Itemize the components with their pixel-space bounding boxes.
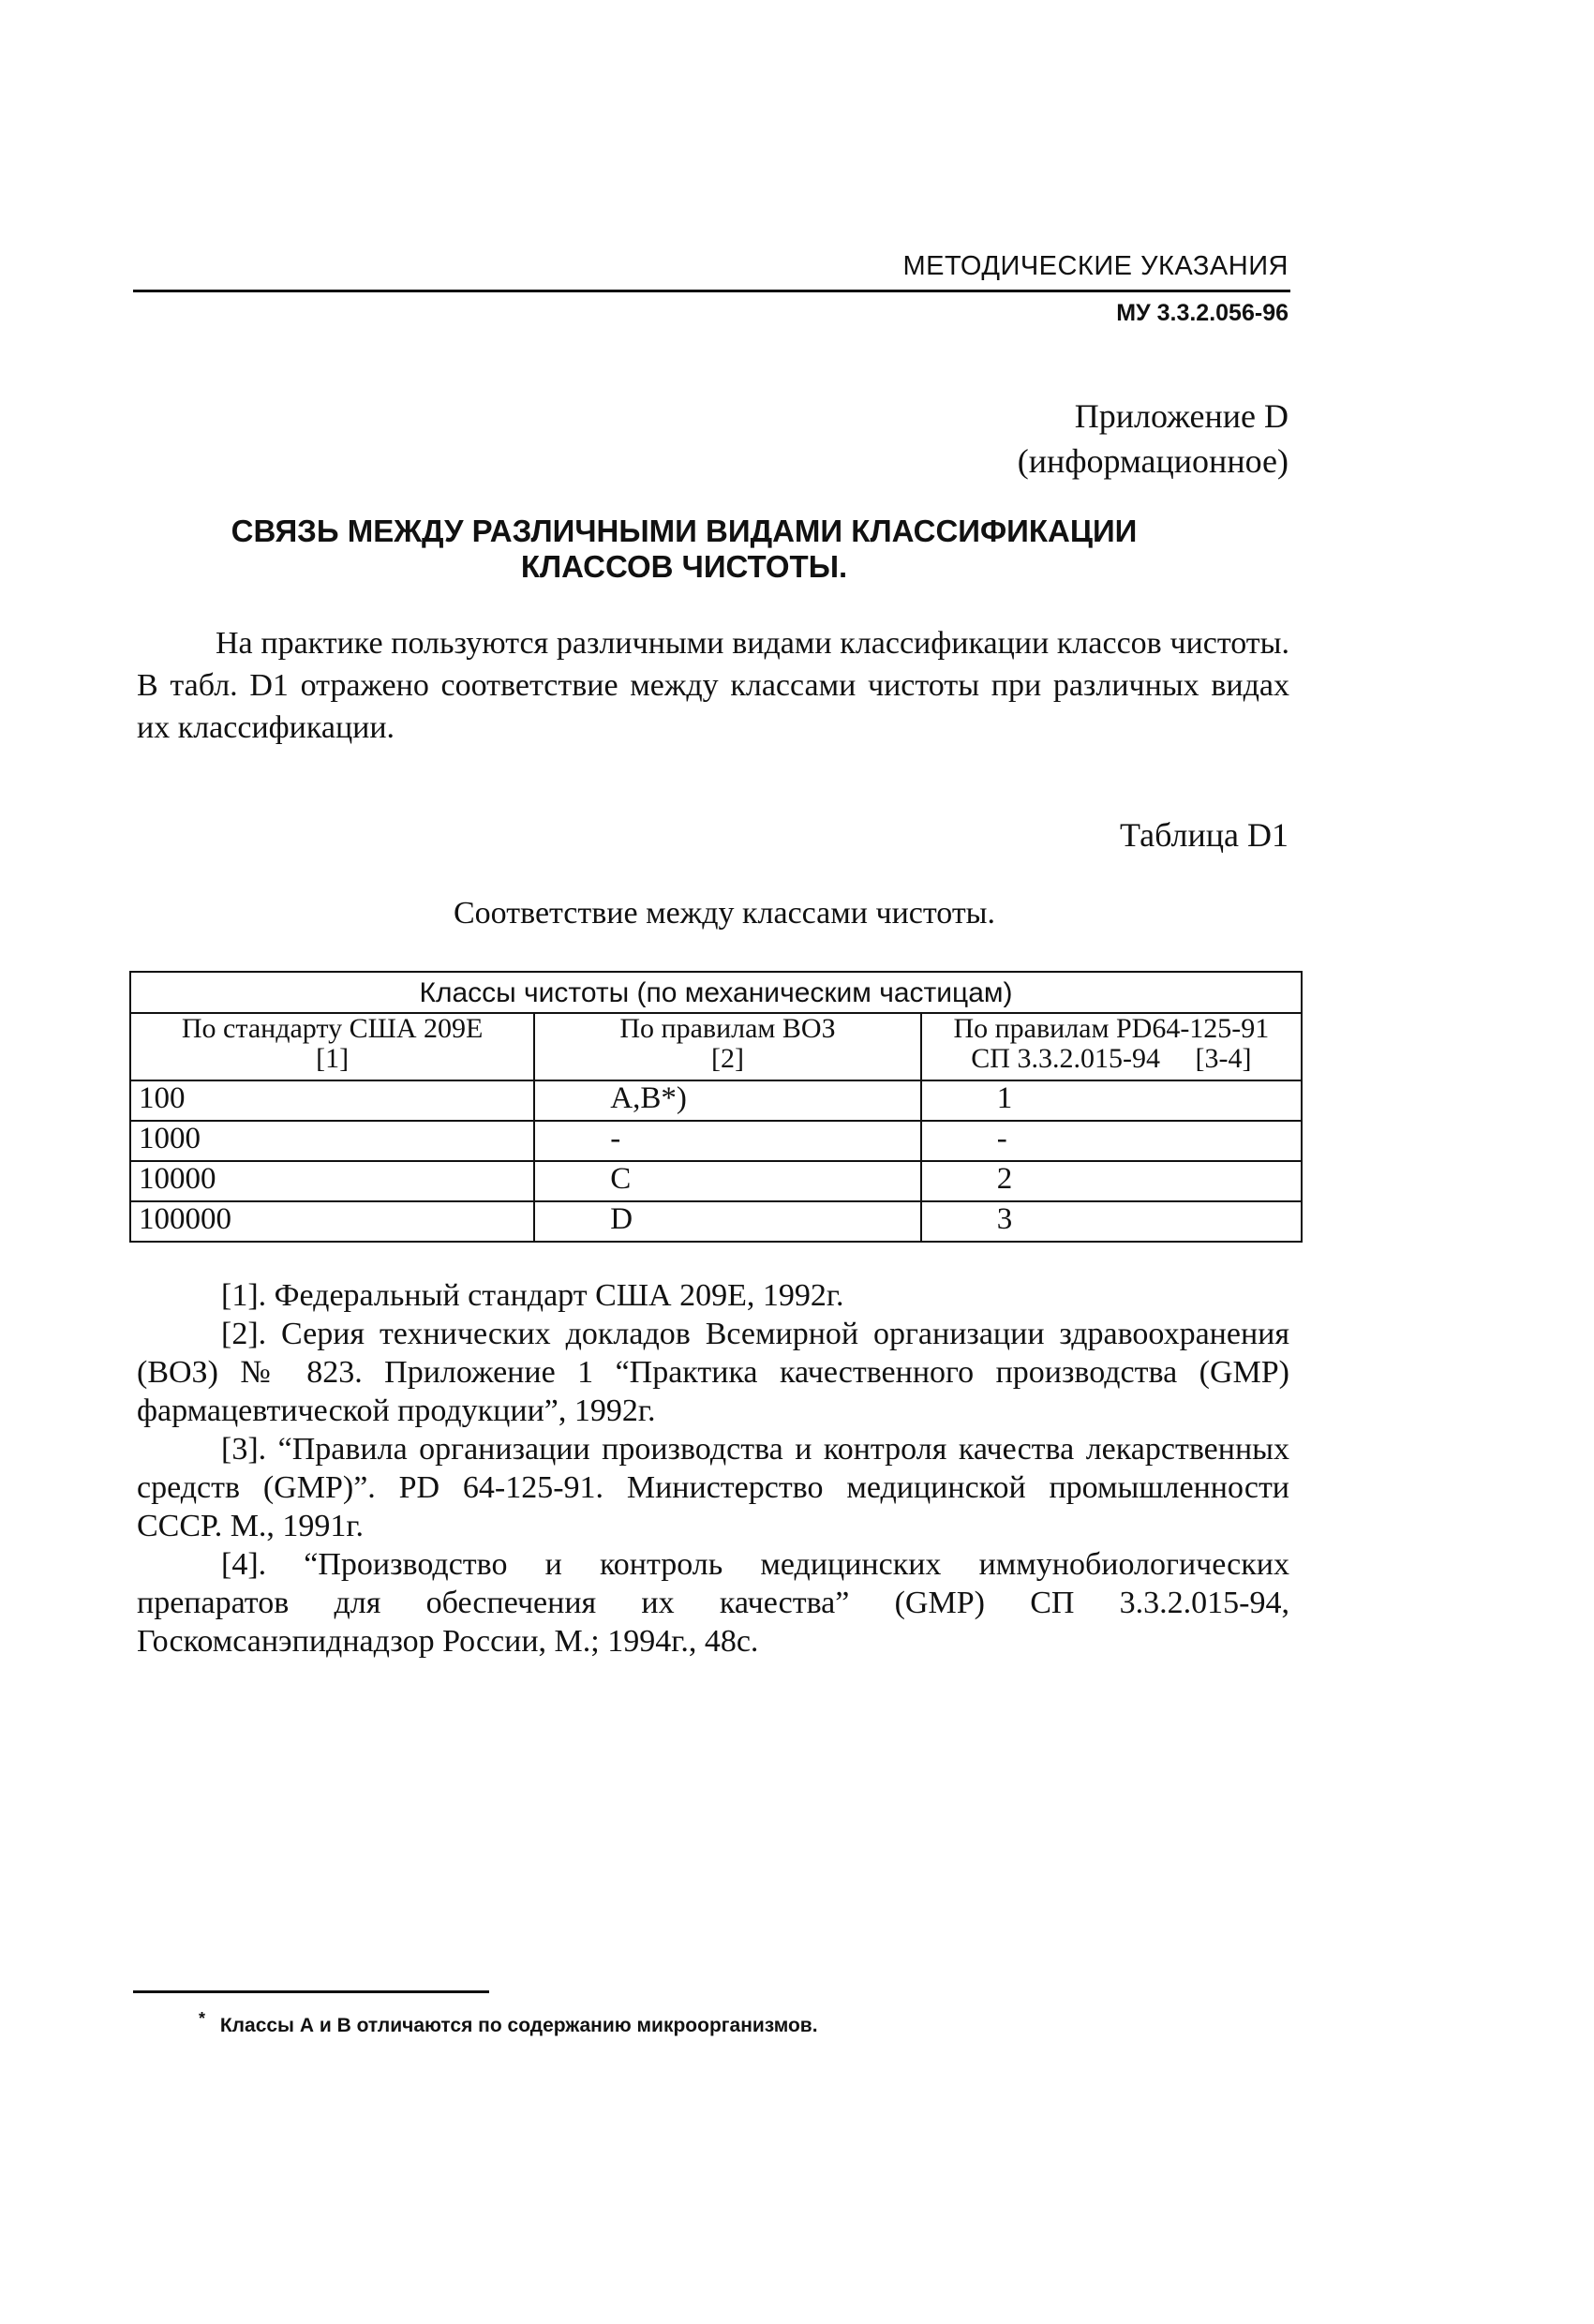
column-header-ref: [2] — [711, 1043, 744, 1074]
references-list — [137, 1276, 1289, 1661]
header-rule — [133, 290, 1290, 292]
table-cell: D — [534, 1201, 921, 1242]
page-title-line2: КЛАССОВ ЧИСТОТЫ. — [520, 549, 848, 584]
cleanliness-class-table — [129, 971, 1303, 1243]
column-header-pd — [921, 1013, 1302, 1080]
table-group-header: Классы чистоты (по механическим частицам) — [130, 972, 1302, 1013]
table-label: Таблица D1 — [1120, 816, 1289, 854]
table-cell: - — [534, 1121, 921, 1161]
reference-item: [2]. Серия технических докладов Всемирной организации здравоохранения (ВОЗ) № 823. Приложение 1 “Практика качественного производства (GMP) фармацевтической продукции”, 1992г. — [137, 1317, 1289, 1428]
footnote-text: Классы А и В отличаются по содержанию микроорганизмов. — [219, 2015, 818, 2036]
table-row — [130, 1121, 1302, 1161]
table-cell: A,B*) — [534, 1080, 921, 1121]
table-cell: 2 — [921, 1161, 1302, 1201]
table-cell: 100000 — [130, 1201, 534, 1242]
intro-text: На практике пользуются различными видами классификации классов чистоты. В табл. D1 отражено соответствие между классами чистоты при различных видах их классификации. — [137, 626, 1289, 745]
page-title — [169, 514, 1199, 585]
table-row — [130, 1161, 1302, 1201]
column-header-text: По правилам PD64-125-91 — [953, 1013, 1270, 1044]
reference-item: [3]. “Правила организации производства и контроля качества лекарственных средств (GMP)”. PD 64-125-91. Министерство медицинской промышленности СССР. М., 1991г. — [137, 1432, 1289, 1543]
table-caption: Соответствие между классами чистоты. — [454, 896, 996, 931]
table-cell: 1000 — [130, 1121, 534, 1161]
document-series-title: МЕТОДИЧЕСКИЕ УКАЗАНИЯ — [902, 251, 1289, 281]
table-row — [130, 1080, 1302, 1121]
page-title-line1: СВЯЗЬ МЕЖДУ РАЗЛИЧНЫМИ ВИДАМИ КЛАССИФИКАЦИИ — [231, 514, 1138, 548]
column-header-ref: СП 3.3.2.015-94 [3-4] — [971, 1043, 1252, 1074]
table-cell: - — [921, 1121, 1302, 1161]
table-cell: 3 — [921, 1201, 1302, 1242]
appendix-label — [1018, 394, 1289, 484]
footnote-marker: * — [199, 2009, 206, 2028]
table-cell: 100 — [130, 1080, 534, 1121]
reference-item: [4]. “Производство и контроль медицинских иммунобиологических препаратов для обеспечения их качества” (GMP) СП 3.3.2.015-94, Госкомсанэпиднадзор России, М.; 1994г., 48с. — [137, 1547, 1289, 1659]
table-row — [130, 1201, 1302, 1242]
table-cell: 10000 — [130, 1161, 534, 1201]
column-header-text: По правилам ВОЗ — [619, 1013, 836, 1044]
intro-paragraph — [137, 622, 1289, 749]
column-header-text: По стандарту США 209Е — [181, 1013, 484, 1044]
footnote — [199, 2009, 818, 2037]
document-code: МУ 3.3.2.056-96 — [1116, 300, 1289, 326]
appendix-line2: (информационное) — [1017, 442, 1289, 480]
appendix-line1: Приложение D — [1074, 397, 1289, 435]
column-header-us-standard — [130, 1013, 534, 1080]
table-cell: 1 — [921, 1080, 1302, 1121]
table-cell: C — [534, 1161, 921, 1201]
table-column-header-row — [130, 1013, 1302, 1080]
column-header-who — [534, 1013, 921, 1080]
table-group-header-row — [130, 972, 1302, 1013]
footnote-rule — [133, 1990, 489, 1993]
reference-item: [1]. Федеральный стандарт США 209Е, 1992г. — [221, 1278, 844, 1313]
column-header-ref: [1] — [316, 1043, 350, 1074]
